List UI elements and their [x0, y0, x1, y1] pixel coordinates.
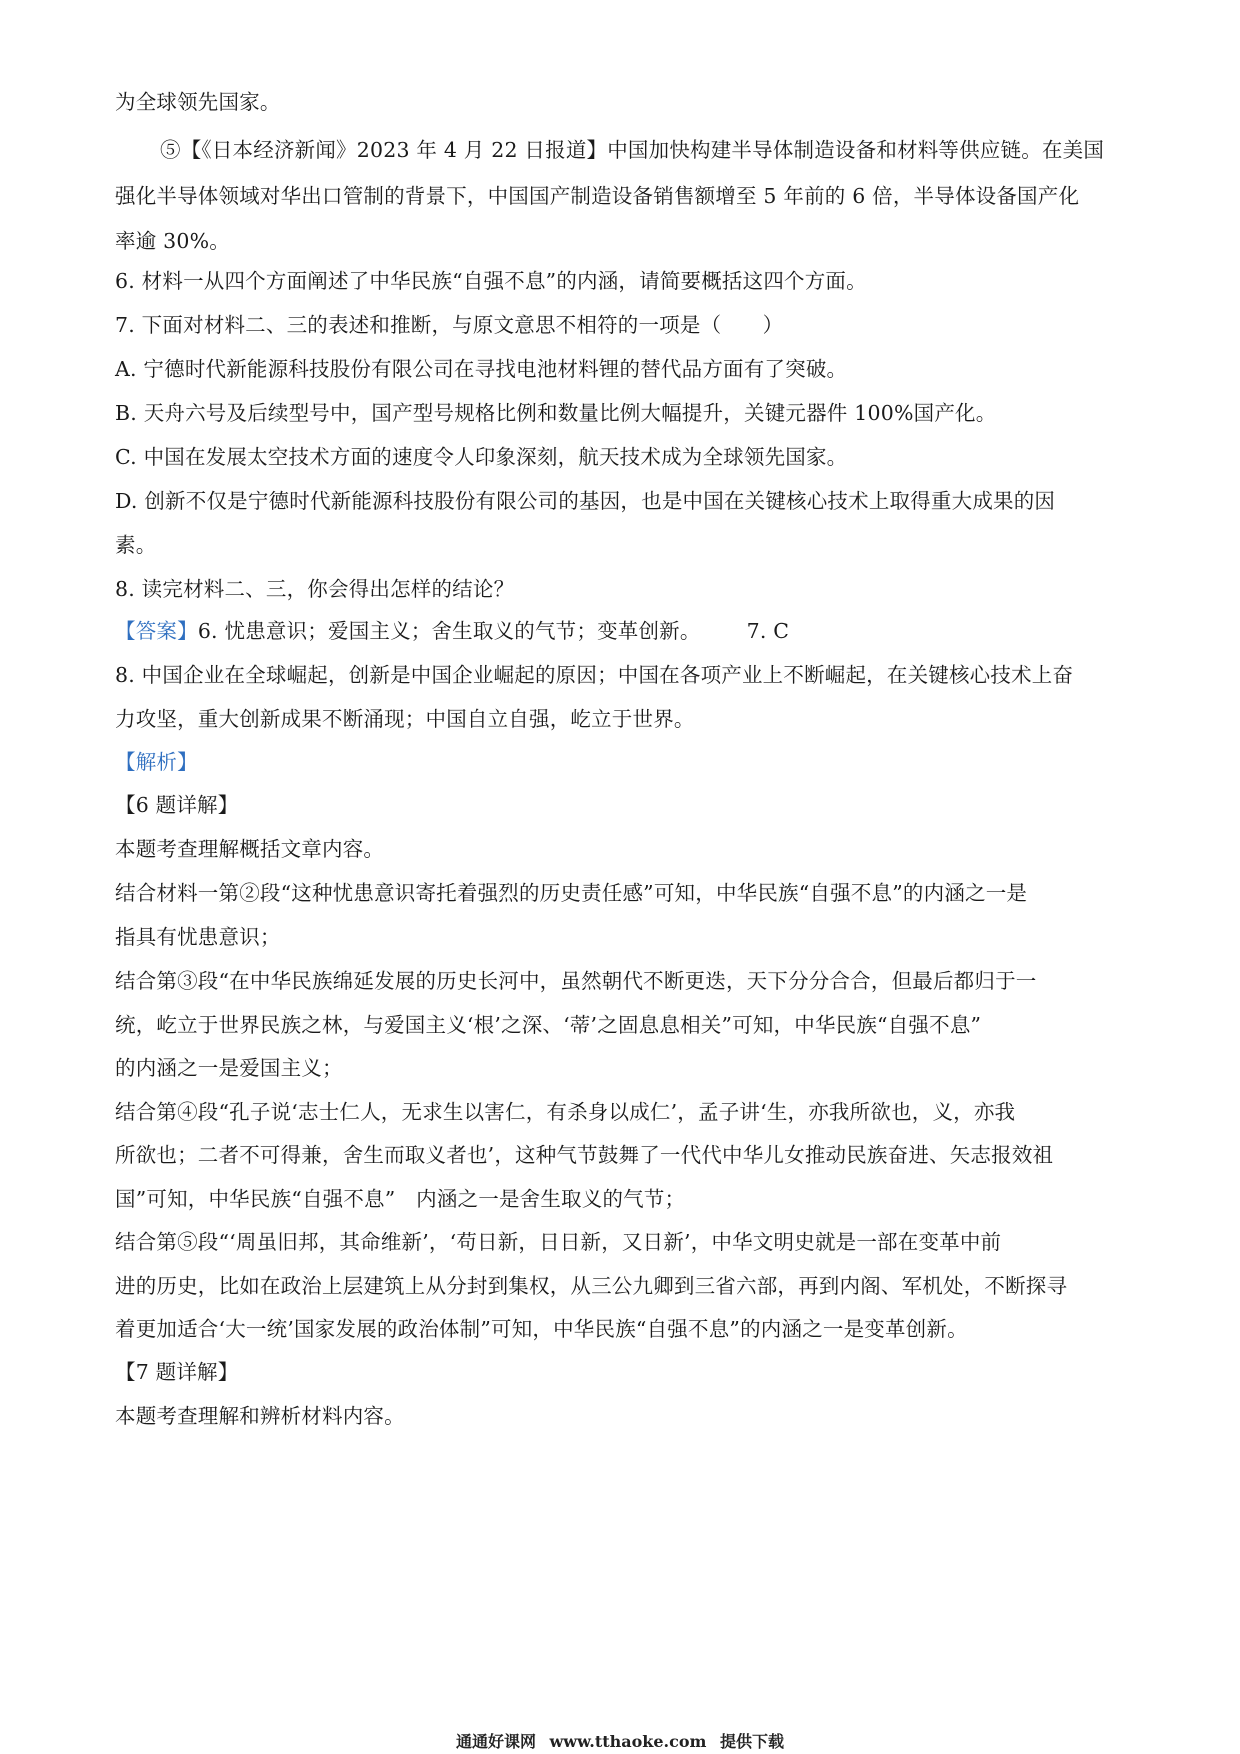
analysis-text-line: 着更加适合‘大一统’国家发展的政治体制”可知，中华民族“自强不息”的内涵之一是变革创新。 — [115, 1317, 968, 1341]
analysis-text-line: 所欲也；二者不可得兼，舍生而取义者也’，这种气节鼓舞了一代代中华儿女推动民族奋进、矢志报效祖 — [115, 1143, 1054, 1167]
material-text-line: 为全球领先国家。 — [115, 90, 281, 114]
question-7-option-b: B. 天舟六号及后续型号中，国产型号规格比例和数量比例大幅提升，关键元器件 100%国产化。 — [115, 401, 997, 425]
question-7-stem: 7. 下面对材料二、三的表述和推断，与原文意思不相符的一项是（ ） — [115, 313, 784, 337]
analysis-text-line: 统，屹立于世界民族之林，与爱国主义‘根’之深、‘蒂’之固息息相关”可知，中华民族“自强不息” — [115, 1013, 982, 1037]
answer-q8-line: 8. 中国企业在全球崛起，创新是中国企业崛起的原因；中国在各项产业上不断崛起，在关键核心技术上奋 — [115, 663, 1074, 687]
answer-q8-line: 力攻坚，重大创新成果不断涌现；中国自立自强，屹立于世界。 — [115, 707, 695, 731]
answer-q7: 7. C — [746, 619, 790, 643]
question-7-option-c: C. 中国在发展太空技术方面的速度令人印象深刻，航天技术成为全球领先国家。 — [115, 445, 848, 469]
page-footer — [0, 1732, 1240, 1752]
analysis-text-line: 国”可知，中华民族“自强不息” 内涵之一是舍生取义的气节； — [115, 1187, 686, 1211]
q7-detail-heading: 【7 题详解】 — [115, 1360, 239, 1384]
footer-site-name: 通通好课网 — [455, 1732, 536, 1751]
q7-intro: 本题考查理解和辨析材料内容。 — [115, 1404, 405, 1428]
footer-suffix: 提供下载 — [720, 1732, 785, 1751]
question-8: 8. 读完材料二、三，你会得出怎样的结论？ — [115, 577, 515, 601]
analysis-label: 【解析】 — [115, 750, 198, 774]
answer-label: 【答案】 — [115, 619, 198, 643]
analysis-text-line: 结合材料一第②段“这种忧患意识寄托着强烈的历史责任感”可知，中华民族“自强不息”的内涵之一是 — [115, 881, 1028, 905]
analysis-text-line: 进的历史，比如在政治上层建筑上从分封到集权，从三公九卿到三省六部，再到内阁、军机处，不断探寻 — [115, 1274, 1068, 1298]
footer-url: www.tthaoke.com — [549, 1732, 707, 1751]
analysis-text-line: 结合第③段“在中华民族绵延发展的历史长河中，虽然朝代不断更迭，天下分分合合，但最后都归于一 — [115, 969, 1037, 993]
question-7-option-a: A. 宁德时代新能源科技股份有限公司在寻找电池材料锂的替代品方面有了突破。 — [115, 357, 848, 381]
analysis-text-line: 结合第⑤段“‘周虽旧邦，其命维新’，‘苟日新，日日新，又日新’，中华文明史就是一部在变革中前 — [115, 1230, 1002, 1254]
material-item-5-line: 率逾 30%。 — [115, 229, 230, 253]
answer-q6: 6. 忧患意识；爱国主义；舍生取义的气节；变革创新。 — [197, 619, 701, 643]
question-6: 6. 材料一从四个方面阐述了中华民族“自强不息”的内涵，请简要概括这四个方面。 — [115, 269, 867, 293]
question-7-option-d: D. 创新不仅是宁德时代新能源科技股份有限公司的基因，也是中国在关键核心技术上取得重大成果的因 — [115, 489, 1056, 513]
material-item-5-line: ⑤【《日本经济新闻》2023 年 4 月 22 日报道】中国加快构建半导体制造设备和材料等供应链。在美国 — [160, 138, 1105, 162]
analysis-text-line: 的内涵之一是爱国主义； — [115, 1056, 343, 1080]
material-item-5-line: 强化半导体领域对华出口管制的背景下，中国国产制造设备销售额增至 5 年前的 6 倍，半导体设备国产化 — [115, 184, 1080, 208]
answer-line — [115, 617, 1135, 645]
question-7-option-d: 素。 — [115, 533, 157, 557]
analysis-text-line: 结合第④段“孔子说‘志士仁人，无求生以害仁，有杀身以成仁’，孟子讲‘生，亦我所欲也，义，亦我 — [115, 1100, 1016, 1124]
q6-detail-heading: 【6 题详解】 — [115, 793, 239, 817]
analysis-text-line: 指具有忧患意识； — [115, 925, 281, 949]
q6-intro: 本题考查理解概括文章内容。 — [115, 837, 385, 861]
